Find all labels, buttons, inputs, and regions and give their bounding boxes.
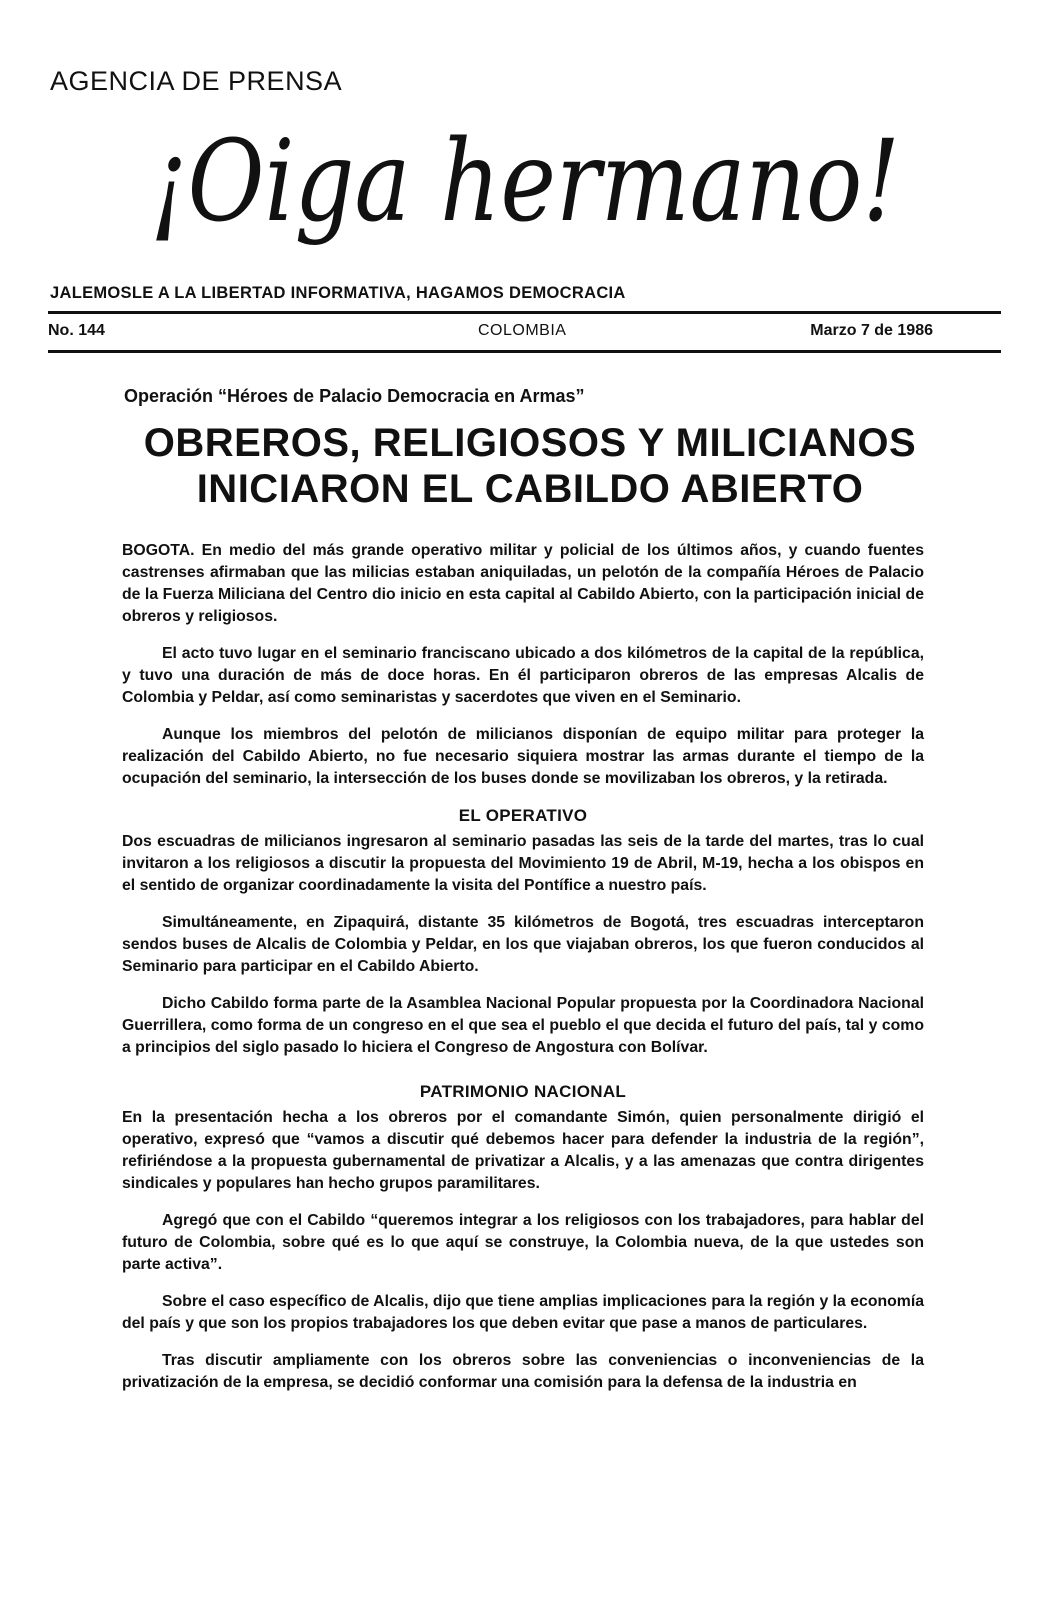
article-kicker: Operación “Héroes de Palacio Democracia en Armas” bbox=[124, 386, 585, 406]
article-paragraph: El acto tuvo lugar en el seminario franciscano ubicado a dos kilómetros de la capital de la república, y tuvo una duración de más de doce horas. En él participaron obreros de las empresas Alcalis de Colombia y Peldar, así como seminaristas y sacerdotes que viven en el Seminario. bbox=[122, 645, 924, 706]
headline-line-2: INICIARON EL CABILDO ABIERTO bbox=[196, 467, 864, 511]
article-paragraph: Dos escuadras de milicianos ingresaron al seminario pasadas las seis de la tarde del martes, tras lo cual invitaron a los religiosos a discutir la propuesta del Movimiento 19 de Abril, M-19, hecha a los obispos en el sentido de organizar coordinadamente la visita del Pontífice a nuestro país. bbox=[122, 833, 924, 894]
tagline: JALEMOSLE A LA LIBERTAD INFORMATIVA, HAGAMOS DEMOCRACIA bbox=[50, 284, 626, 302]
bottom-rule bbox=[48, 350, 1001, 353]
issue-country: COLOMBIA bbox=[478, 322, 567, 339]
article-paragraph: Dicho Cabildo forma parte de la Asamblea Nacional Popular propuesta por la Coordinadora Nacional Guerrillera, como forma de un congreso en el que sea el pueblo el que decida el futuro del país, tal y como a principios del siglo pasado lo hiciera el Congreso de Angostura con Bolívar. bbox=[122, 995, 924, 1056]
section-heading-operativo: EL OPERATIVO bbox=[458, 806, 588, 825]
article-paragraph: Agregó que con el Cabildo “queremos integrar a los religiosos con los trabajadores, para hablar del futuro de Colombia, sobre qué es lo que aquí se construye, la Colombia nueva, de la que ustedes son parte activa”. bbox=[122, 1212, 924, 1273]
section-heading-patrimonio: PATRIMONIO NACIONAL bbox=[419, 1082, 627, 1101]
headline-line-1: OBREROS, RELIGIOSOS Y MILICIANOS bbox=[143, 421, 917, 465]
article-paragraph: Sobre el caso específico de Alcalis, dijo que tiene amplias implicaciones para la región y la economía del país y que son los propios trabajadores los que deben evitar que pase a manos de particulares. bbox=[122, 1293, 924, 1332]
article-paragraph: Aunque los miembros del pelotón de milicianos disponían de equipo militar para proteger la realización del Cabildo Abierto, no fue necesario siquiera mostrar las armas durante el tiempo de la ocupación del seminario, la intersección de los buses donde se movilizaban los obreros, y la retirada. bbox=[122, 726, 924, 787]
masthead-title: ¡Oiga hermano! bbox=[150, 117, 900, 247]
article-headline bbox=[70, 420, 990, 512]
issue-number: No. 144 bbox=[48, 322, 105, 339]
article-paragraph: Simultáneamente, en Zipaquirá, distante 35 kilómetros de Bogotá, tres escuadras interceptaron sendos buses de Alcalis de Colombia y Peldar, en los que viajaban obreros, los que fueron conducidos al Seminario para participar en el Cabildo Abierto. bbox=[122, 914, 924, 975]
article-body bbox=[122, 540, 924, 1394]
article-paragraph: En la presentación hecha a los obreros por el comandante Simón, quien personalmente dirigió el operativo, expresó que “vamos a discutir qué debemos hacer para defender la industria de la región”, refiriéndose a la propuesta gubernamental de privatizar a Alcalis, y a las amenazas que contra dirigentes sindicales y populares han hecho grupos paramilitares. bbox=[122, 1109, 924, 1192]
top-rule bbox=[48, 311, 1001, 314]
article-paragraph: BOGOTA. En medio del más grande operativo militar y policial de los últimos años, y cuando fuentes castrenses afirmaban que las milicias estaban aniquiladas, un pelotón de la compañía Héroes de Palacio de la Fuerza Miliciana del Centro dio inicio en esta capital al Cabildo Abierto, con la participación inicial de obreros y religiosos. bbox=[122, 542, 924, 625]
issue-date: Marzo 7 de 1986 bbox=[810, 322, 933, 339]
agency-label: AGENCIA DE PRENSA bbox=[50, 66, 343, 96]
masthead-logo bbox=[150, 110, 910, 280]
article-paragraph: Tras discutir ampliamente con los obreros sobre las conveniencias o inconveniencias de la privatización de la empresa, se decidió conformar una comisión para la defensa de la industria en bbox=[122, 1352, 924, 1391]
